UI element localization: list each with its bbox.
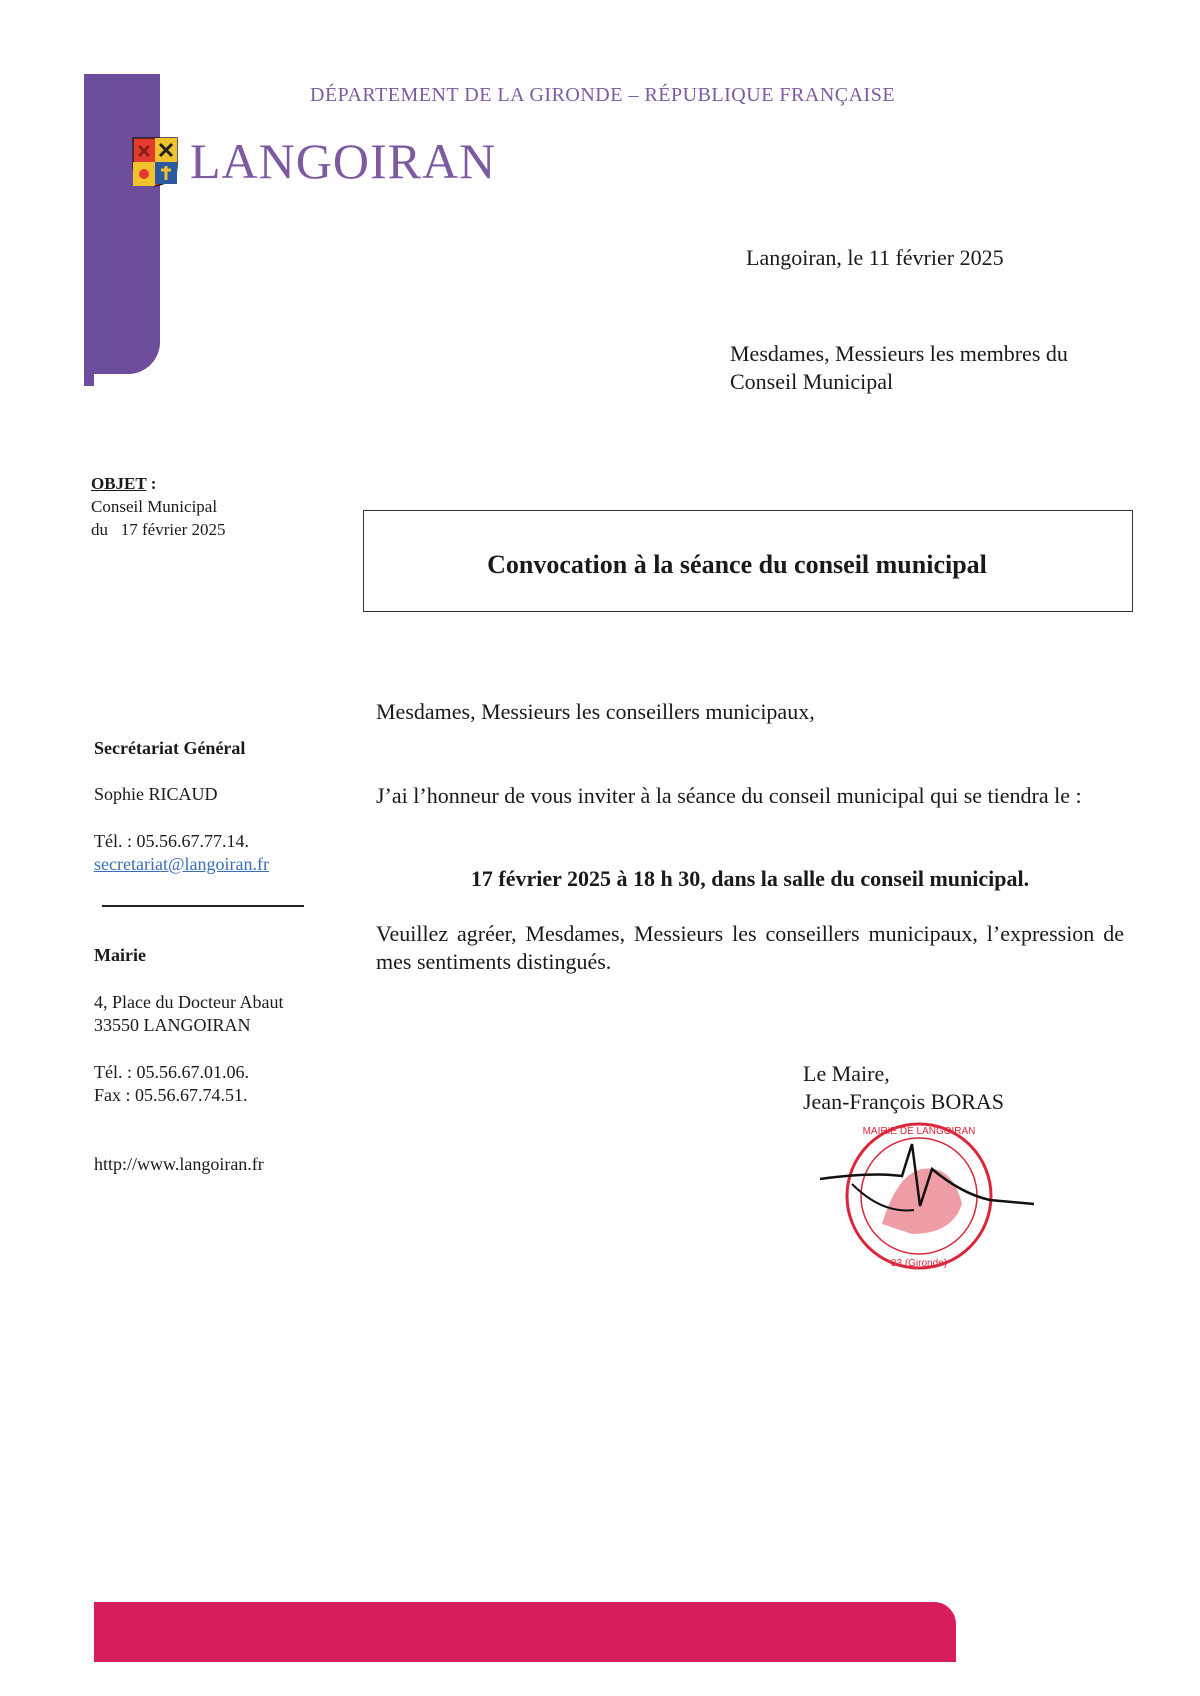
meeting-date-line: 17 février 2025 à 18 h 30, dans la salle du conseil municipal. bbox=[470, 866, 1030, 891]
salutation: Mesdames, Messieurs les conseillers municipaux, bbox=[376, 699, 815, 724]
objet-line-1: Conseil Municipal bbox=[91, 497, 218, 516]
purple-band-tail bbox=[84, 360, 94, 386]
svg-text:MAIRIE DE LANGOIRAN: MAIRIE DE LANGOIRAN bbox=[862, 1126, 976, 1137]
secretariat-phone: Tél. : 05.56.67.77.14. bbox=[94, 831, 249, 851]
recipient-line-2: Conseil Municipal bbox=[730, 369, 894, 394]
objet-label: OBJET bbox=[91, 474, 147, 493]
closing-paragraph: Veuillez agréer, Mesdames, Messieurs les conseillers municipaux, l’expression de mes sentiments distingués. bbox=[376, 921, 1124, 974]
secretariat-name: Sophie RICAUD bbox=[94, 784, 218, 804]
website-link[interactable]: http://www.langoiran.fr bbox=[94, 1154, 264, 1174]
letter-date: Langoiran, le 11 février 2025 bbox=[746, 245, 1004, 270]
subject-title: Convocation à la séance du conseil municipal bbox=[487, 550, 987, 579]
signature-block bbox=[803, 1060, 1004, 1116]
mairie-address-line-2: 33550 LANGOIRAN bbox=[94, 1015, 251, 1035]
secretariat-title: Secrétariat Général bbox=[94, 738, 246, 758]
recipient-block bbox=[730, 340, 1068, 396]
town-title: LANGOIRAN bbox=[190, 133, 497, 189]
mairie-fax: Fax : 05.56.67.74.51. bbox=[94, 1085, 248, 1105]
purple-side-band bbox=[84, 74, 160, 374]
mairie-stamp-icon bbox=[812, 1114, 1042, 1274]
department-heading: DÉPARTEMENT DE LA GIRONDE – RÉPUBLIQUE FRANÇAISE bbox=[310, 84, 896, 106]
subject-box bbox=[363, 510, 1133, 612]
objet-block bbox=[91, 472, 226, 541]
recipient-line-1: Mesdames, Messieurs les membres du bbox=[730, 341, 1068, 366]
signature-role: Le Maire, bbox=[803, 1061, 890, 1086]
signature-name: Jean-François BORAS bbox=[803, 1089, 1005, 1114]
svg-text:33 (Gironde): 33 (Gironde) bbox=[890, 1258, 948, 1269]
mairie-address-line-1: 4, Place du Docteur Abaut bbox=[94, 992, 284, 1012]
mairie-phone: Tél. : 05.56.67.01.06. bbox=[94, 1062, 249, 1082]
objet-colon: : bbox=[146, 474, 157, 493]
secretariat-email-link[interactable]: secretariat@langoiran.fr bbox=[94, 854, 269, 874]
objet-line-2: du 17 février 2025 bbox=[91, 520, 226, 539]
sidebar-divider bbox=[102, 905, 304, 907]
mairie-title: Mairie bbox=[94, 945, 146, 965]
invitation-paragraph: J’ai l’honneur de vous inviter à la séance du conseil municipal qui se tiendra le : bbox=[376, 783, 1082, 808]
coat-of-arms-icon bbox=[131, 136, 179, 188]
footer-pink-bar bbox=[94, 1602, 956, 1662]
